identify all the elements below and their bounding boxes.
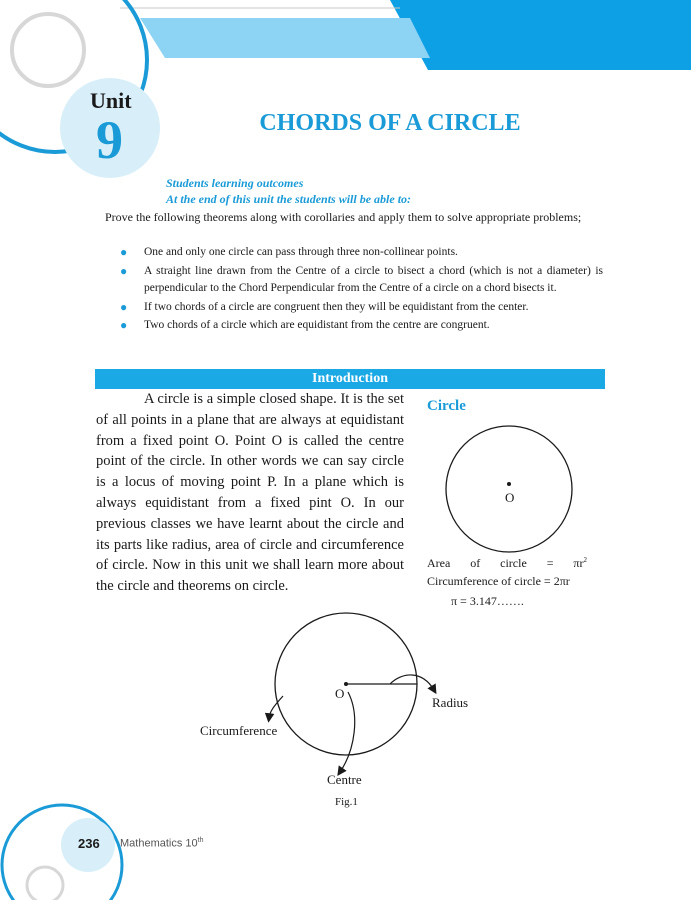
introduction-heading: Introduction (95, 369, 605, 389)
outcomes-subheading: At the end of this unit the students will be able to: (166, 192, 412, 206)
bullet-icon: ● (120, 245, 128, 259)
circle-figure-label: Circle (427, 398, 466, 414)
figure-1-diagram (190, 600, 470, 800)
figure-caption: Fig.1 (335, 796, 358, 808)
list-item: ● If two chords of a circle are congruent then they will be equidistant from the center. (105, 299, 603, 317)
unit-label: Unit (90, 88, 132, 113)
circumference-label: Circumference (200, 723, 278, 738)
page-title: CHORDS OF A CIRCLE (259, 110, 521, 136)
list-item: ● A straight line drawn from the Centre of a circle to bisect a chord (which is not a diameter) is perpendicular to the Chord Perpendicular from the Centre of a circle on a chord bisects it. (120, 263, 603, 294)
unit-number: 9 (96, 110, 123, 170)
book-title: Mathematics 10th (120, 837, 204, 850)
fig1-centre-label: O (335, 686, 345, 701)
bullet-icon: ● (120, 318, 128, 332)
outcomes-intro: Prove the following theorems along with corollaries and apply them to solve appropriate problems; (105, 210, 582, 224)
circumference-arrow (269, 696, 283, 718)
list-item: ● Two chords of a circle which are equidistant from the centre are congruent. (105, 317, 603, 335)
outcomes-list (105, 244, 603, 336)
bullet-icon: ● (120, 299, 128, 314)
centre-label: Centre (327, 772, 362, 787)
list-item: ● One and only one circle can pass through three non-collinear points. (105, 244, 603, 262)
centre-dot (507, 482, 511, 486)
area-formula: Area of circle = $\pi r^2$ (427, 556, 587, 570)
bullet-icon: ● (120, 263, 128, 278)
radius-arrow (390, 675, 434, 690)
circle-centre-label: O (505, 490, 515, 505)
circle-outline (446, 426, 572, 552)
centre-arrow (340, 692, 355, 772)
introduction-text: A circle is a simple closed shape. It is the set of all points in a plane that are always at equidistant from a fixed point O. Point O is called the centre point of the circle. In other words we can say circle is a locus of moving point P. In a plane which is always equidistant from a fixed pint O. In our previous classes we have learnt about the circle and its parts like radius, area of circle and circumference of circle. Now in this unit we shall learn more about the circle and theorems on circle. (96, 391, 404, 595)
circumference-formula: Circumference of circle = 2πr (427, 574, 570, 588)
outcomes-heading: Students learning outcomes (166, 176, 304, 190)
pi-value: π = 3.147……. (451, 594, 524, 608)
radius-label: Radius (432, 695, 469, 710)
page-number: 236 (78, 836, 100, 851)
